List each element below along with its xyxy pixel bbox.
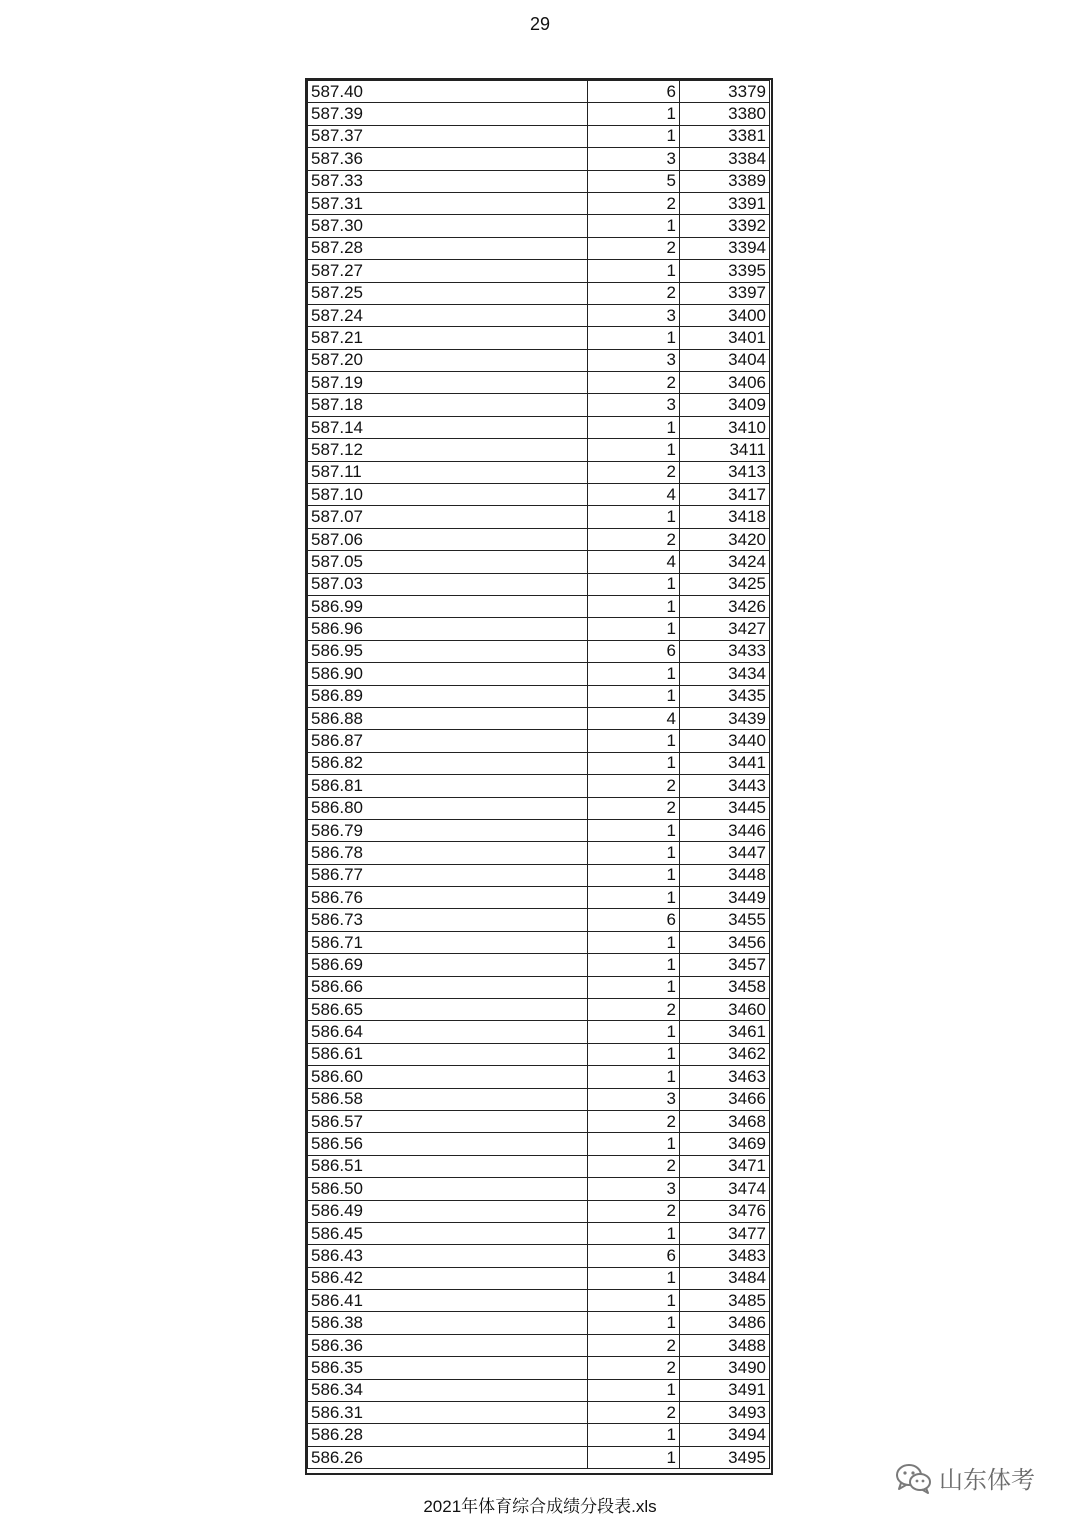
cumulative-cell: 3488 xyxy=(680,1334,770,1356)
table-row xyxy=(308,282,770,304)
table-row xyxy=(308,461,770,483)
cumulative-cell: 3458 xyxy=(680,976,770,998)
count-cell: 1 xyxy=(588,1133,680,1155)
table-row xyxy=(308,1245,770,1267)
score-cell: 586.88 xyxy=(308,707,588,729)
score-cell: 587.06 xyxy=(308,528,588,550)
score-cell: 587.27 xyxy=(308,260,588,282)
cumulative-cell: 3440 xyxy=(680,730,770,752)
cumulative-cell: 3476 xyxy=(680,1200,770,1222)
score-cell: 586.82 xyxy=(308,752,588,774)
count-cell: 2 xyxy=(588,372,680,394)
cumulative-cell: 3484 xyxy=(680,1267,770,1289)
count-cell: 1 xyxy=(588,1424,680,1446)
score-cell: 587.10 xyxy=(308,484,588,506)
cumulative-cell: 3477 xyxy=(680,1222,770,1244)
score-cell: 586.79 xyxy=(308,819,588,841)
count-cell: 2 xyxy=(588,999,680,1021)
score-cell: 587.03 xyxy=(308,573,588,595)
score-cell: 587.39 xyxy=(308,103,588,125)
count-cell: 1 xyxy=(588,752,680,774)
count-cell: 1 xyxy=(588,125,680,147)
count-cell: 1 xyxy=(588,887,680,909)
score-cell: 586.45 xyxy=(308,1222,588,1244)
table-row xyxy=(308,1379,770,1401)
score-cell: 586.31 xyxy=(308,1402,588,1424)
score-cell: 586.26 xyxy=(308,1446,588,1468)
score-cell: 586.50 xyxy=(308,1178,588,1200)
count-cell: 3 xyxy=(588,349,680,371)
cumulative-cell: 3426 xyxy=(680,595,770,617)
cumulative-cell: 3446 xyxy=(680,819,770,841)
table-row xyxy=(308,573,770,595)
score-cell: 586.38 xyxy=(308,1312,588,1334)
table-row xyxy=(308,1267,770,1289)
score-cell: 586.99 xyxy=(308,595,588,617)
table-row xyxy=(308,999,770,1021)
score-cell: 586.71 xyxy=(308,931,588,953)
count-cell: 1 xyxy=(588,864,680,886)
table-row xyxy=(308,81,770,103)
count-cell: 1 xyxy=(588,1290,680,1312)
table-row xyxy=(308,730,770,752)
cumulative-cell: 3448 xyxy=(680,864,770,886)
table-row xyxy=(308,192,770,214)
table-row xyxy=(308,1088,770,1110)
table-row xyxy=(308,260,770,282)
cumulative-cell: 3443 xyxy=(680,775,770,797)
table-row xyxy=(308,1334,770,1356)
cumulative-cell: 3474 xyxy=(680,1178,770,1200)
table-row xyxy=(308,1402,770,1424)
cumulative-cell: 3495 xyxy=(680,1446,770,1468)
count-cell: 2 xyxy=(588,1155,680,1177)
count-cell: 1 xyxy=(588,595,680,617)
cumulative-cell: 3462 xyxy=(680,1043,770,1065)
count-cell: 1 xyxy=(588,327,680,349)
count-cell: 1 xyxy=(588,1312,680,1334)
count-cell: 3 xyxy=(588,304,680,326)
table-row xyxy=(308,752,770,774)
score-cell: 587.07 xyxy=(308,506,588,528)
score-cell: 587.30 xyxy=(308,215,588,237)
table-row xyxy=(308,887,770,909)
score-cell: 586.51 xyxy=(308,1155,588,1177)
count-cell: 1 xyxy=(588,1222,680,1244)
count-cell: 3 xyxy=(588,148,680,170)
cumulative-cell: 3483 xyxy=(680,1245,770,1267)
score-cell: 586.64 xyxy=(308,1021,588,1043)
count-cell: 2 xyxy=(588,775,680,797)
score-cell: 586.76 xyxy=(308,887,588,909)
table-row xyxy=(308,148,770,170)
count-cell: 6 xyxy=(588,640,680,662)
cumulative-cell: 3456 xyxy=(680,931,770,953)
score-cell: 586.42 xyxy=(308,1267,588,1289)
score-cell: 587.14 xyxy=(308,416,588,438)
cumulative-cell: 3401 xyxy=(680,327,770,349)
score-cell: 586.89 xyxy=(308,685,588,707)
count-cell: 1 xyxy=(588,103,680,125)
score-cell: 587.28 xyxy=(308,237,588,259)
count-cell: 3 xyxy=(588,394,680,416)
score-cell: 587.24 xyxy=(308,304,588,326)
cumulative-cell: 3491 xyxy=(680,1379,770,1401)
table-row xyxy=(308,237,770,259)
table-row xyxy=(308,125,770,147)
count-cell: 1 xyxy=(588,506,680,528)
cumulative-cell: 3400 xyxy=(680,304,770,326)
count-cell: 1 xyxy=(588,1446,680,1468)
cumulative-cell: 3409 xyxy=(680,394,770,416)
cumulative-cell: 3420 xyxy=(680,528,770,550)
table-row xyxy=(308,640,770,662)
score-cell: 586.95 xyxy=(308,640,588,662)
table-row xyxy=(308,1043,770,1065)
count-cell: 1 xyxy=(588,215,680,237)
cumulative-cell: 3381 xyxy=(680,125,770,147)
count-cell: 1 xyxy=(588,685,680,707)
cumulative-cell: 3457 xyxy=(680,954,770,976)
score-cell: 586.35 xyxy=(308,1357,588,1379)
table-row xyxy=(308,1110,770,1132)
count-cell: 2 xyxy=(588,797,680,819)
cumulative-cell: 3392 xyxy=(680,215,770,237)
table-row xyxy=(308,775,770,797)
cumulative-cell: 3439 xyxy=(680,707,770,729)
count-cell: 1 xyxy=(588,439,680,461)
table-row xyxy=(308,685,770,707)
count-cell: 1 xyxy=(588,931,680,953)
score-cell: 586.66 xyxy=(308,976,588,998)
table-row xyxy=(308,842,770,864)
score-cell: 586.58 xyxy=(308,1088,588,1110)
cumulative-cell: 3463 xyxy=(680,1066,770,1088)
cumulative-cell: 3434 xyxy=(680,663,770,685)
count-cell: 2 xyxy=(588,1357,680,1379)
cumulative-cell: 3413 xyxy=(680,461,770,483)
score-cell: 587.19 xyxy=(308,372,588,394)
count-cell: 2 xyxy=(588,1334,680,1356)
cumulative-cell: 3447 xyxy=(680,842,770,864)
score-cell: 586.77 xyxy=(308,864,588,886)
count-cell: 4 xyxy=(588,707,680,729)
count-cell: 5 xyxy=(588,170,680,192)
cumulative-cell: 3441 xyxy=(680,752,770,774)
cumulative-cell: 3445 xyxy=(680,797,770,819)
table-row xyxy=(308,327,770,349)
count-cell: 3 xyxy=(588,1178,680,1200)
count-cell: 1 xyxy=(588,260,680,282)
score-cell: 586.80 xyxy=(308,797,588,819)
cumulative-cell: 3486 xyxy=(680,1312,770,1334)
score-cell: 586.78 xyxy=(308,842,588,864)
score-cell: 586.96 xyxy=(308,618,588,640)
cumulative-cell: 3384 xyxy=(680,148,770,170)
score-cell: 587.37 xyxy=(308,125,588,147)
score-cell: 587.20 xyxy=(308,349,588,371)
count-cell: 1 xyxy=(588,954,680,976)
score-table-body xyxy=(308,81,770,1469)
cumulative-cell: 3461 xyxy=(680,1021,770,1043)
score-cell: 587.18 xyxy=(308,394,588,416)
table-row xyxy=(308,1021,770,1043)
count-cell: 1 xyxy=(588,1267,680,1289)
cumulative-cell: 3424 xyxy=(680,551,770,573)
table-row xyxy=(308,170,770,192)
score-cell: 586.87 xyxy=(308,730,588,752)
score-table xyxy=(307,80,770,1469)
score-cell: 586.57 xyxy=(308,1110,588,1132)
cumulative-cell: 3494 xyxy=(680,1424,770,1446)
table-row xyxy=(308,551,770,573)
count-cell: 1 xyxy=(588,976,680,998)
table-row xyxy=(308,864,770,886)
score-cell: 586.43 xyxy=(308,1245,588,1267)
page-number: 29 xyxy=(529,14,551,34)
score-cell: 586.49 xyxy=(308,1200,588,1222)
count-cell: 1 xyxy=(588,730,680,752)
cumulative-cell: 3379 xyxy=(680,81,770,103)
score-cell: 586.81 xyxy=(308,775,588,797)
count-cell: 3 xyxy=(588,1088,680,1110)
score-cell: 586.36 xyxy=(308,1334,588,1356)
footer-filename: 2021年体育综合成绩分段表.xls xyxy=(423,1497,657,1516)
table-row xyxy=(308,707,770,729)
cumulative-cell: 3435 xyxy=(680,685,770,707)
score-cell: 587.31 xyxy=(308,192,588,214)
count-cell: 6 xyxy=(588,909,680,931)
count-cell: 2 xyxy=(588,528,680,550)
cumulative-cell: 3395 xyxy=(680,260,770,282)
cumulative-cell: 3397 xyxy=(680,282,770,304)
cumulative-cell: 3417 xyxy=(680,484,770,506)
score-cell: 587.11 xyxy=(308,461,588,483)
count-cell: 2 xyxy=(588,237,680,259)
count-cell: 1 xyxy=(588,618,680,640)
count-cell: 1 xyxy=(588,1043,680,1065)
score-cell: 586.60 xyxy=(308,1066,588,1088)
table-row xyxy=(308,372,770,394)
table-row xyxy=(308,304,770,326)
table-row xyxy=(308,909,770,931)
score-cell: 587.33 xyxy=(308,170,588,192)
score-cell: 586.69 xyxy=(308,954,588,976)
score-cell: 587.12 xyxy=(308,439,588,461)
count-cell: 1 xyxy=(588,819,680,841)
table-row xyxy=(308,931,770,953)
score-cell: 587.21 xyxy=(308,327,588,349)
cumulative-cell: 3433 xyxy=(680,640,770,662)
cumulative-cell: 3455 xyxy=(680,909,770,931)
score-cell: 586.73 xyxy=(308,909,588,931)
score-cell: 586.56 xyxy=(308,1133,588,1155)
watermark-text: 山东体考 xyxy=(939,1467,1035,1494)
cumulative-cell: 3411 xyxy=(680,439,770,461)
table-row xyxy=(308,1066,770,1088)
score-cell: 586.34 xyxy=(308,1379,588,1401)
cumulative-cell: 3406 xyxy=(680,372,770,394)
table-row xyxy=(308,1155,770,1177)
cumulative-cell: 3460 xyxy=(680,999,770,1021)
count-cell: 1 xyxy=(588,1379,680,1401)
score-cell: 586.90 xyxy=(308,663,588,685)
count-cell: 2 xyxy=(588,282,680,304)
table-row xyxy=(308,506,770,528)
score-cell: 586.28 xyxy=(308,1424,588,1446)
cumulative-cell: 3449 xyxy=(680,887,770,909)
count-cell: 1 xyxy=(588,842,680,864)
cumulative-cell: 3468 xyxy=(680,1110,770,1132)
score-cell: 587.25 xyxy=(308,282,588,304)
count-cell: 1 xyxy=(588,416,680,438)
score-cell: 586.61 xyxy=(308,1043,588,1065)
cumulative-cell: 3471 xyxy=(680,1155,770,1177)
table-row xyxy=(308,528,770,550)
score-cell: 586.65 xyxy=(308,999,588,1021)
table-row xyxy=(308,484,770,506)
count-cell: 2 xyxy=(588,1402,680,1424)
count-cell: 1 xyxy=(588,663,680,685)
cumulative-cell: 3391 xyxy=(680,192,770,214)
table-row xyxy=(308,1133,770,1155)
count-cell: 4 xyxy=(588,551,680,573)
score-cell: 586.41 xyxy=(308,1290,588,1312)
cumulative-cell: 3394 xyxy=(680,237,770,259)
cumulative-cell: 3469 xyxy=(680,1133,770,1155)
table-row xyxy=(308,416,770,438)
table-row xyxy=(308,215,770,237)
table-row xyxy=(308,595,770,617)
cumulative-cell: 3490 xyxy=(680,1357,770,1379)
table-row xyxy=(308,1222,770,1244)
table-row xyxy=(308,663,770,685)
count-cell: 2 xyxy=(588,1200,680,1222)
count-cell: 1 xyxy=(588,573,680,595)
cumulative-cell: 3493 xyxy=(680,1402,770,1424)
count-cell: 6 xyxy=(588,81,680,103)
table-row xyxy=(308,439,770,461)
cumulative-cell: 3380 xyxy=(680,103,770,125)
table-row xyxy=(308,797,770,819)
table-row xyxy=(308,954,770,976)
cumulative-cell: 3389 xyxy=(680,170,770,192)
table-row xyxy=(308,394,770,416)
watermark xyxy=(895,1460,1035,1495)
count-cell: 1 xyxy=(588,1066,680,1088)
cumulative-cell: 3410 xyxy=(680,416,770,438)
count-cell: 6 xyxy=(588,1245,680,1267)
score-cell: 587.05 xyxy=(308,551,588,573)
cumulative-cell: 3485 xyxy=(680,1290,770,1312)
table-row xyxy=(308,618,770,640)
table-row xyxy=(308,1312,770,1334)
count-cell: 2 xyxy=(588,461,680,483)
count-cell: 2 xyxy=(588,192,680,214)
count-cell: 1 xyxy=(588,1021,680,1043)
table-row xyxy=(308,1424,770,1446)
score-cell: 587.36 xyxy=(308,148,588,170)
cumulative-cell: 3425 xyxy=(680,573,770,595)
cumulative-cell: 3427 xyxy=(680,618,770,640)
table-row xyxy=(308,1446,770,1468)
count-cell: 2 xyxy=(588,1110,680,1132)
wechat-icon xyxy=(895,1462,933,1494)
table-row xyxy=(308,1178,770,1200)
score-cell: 587.40 xyxy=(308,81,588,103)
count-cell: 4 xyxy=(588,484,680,506)
table-row xyxy=(308,976,770,998)
table-row xyxy=(308,819,770,841)
table-row xyxy=(308,1357,770,1379)
table-row xyxy=(308,103,770,125)
cumulative-cell: 3466 xyxy=(680,1088,770,1110)
table-row xyxy=(308,349,770,371)
cumulative-cell: 3404 xyxy=(680,349,770,371)
cumulative-cell: 3418 xyxy=(680,506,770,528)
table-row xyxy=(308,1200,770,1222)
table-row xyxy=(308,1290,770,1312)
